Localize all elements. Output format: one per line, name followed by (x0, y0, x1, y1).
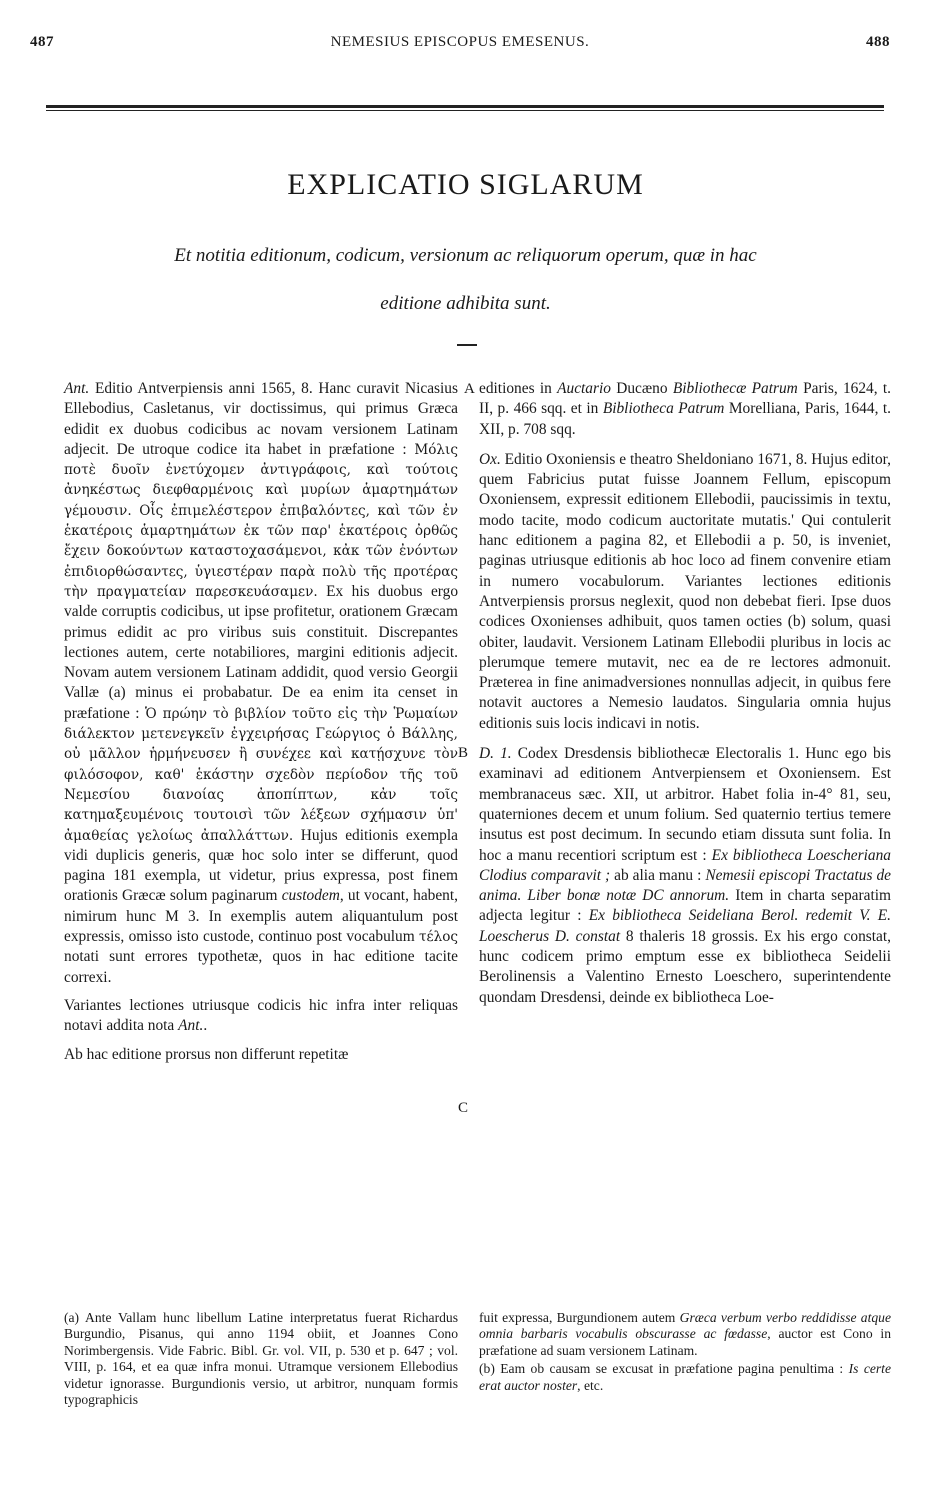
paragraph-repetitae (64, 1045, 458, 1065)
margin-marker-b: B (458, 745, 469, 761)
margin-marker-c: C (458, 1100, 469, 1116)
greek-quote-1: Μόλις ποτὲ δυοῖν ἐνετύχομεν ἀντιγράφοις, καὶ τούτοις ἀνηκέστως διεφθαρμένοις καὶ μυρίων ἁμαρτημάτων γέμουσιν. Οἷς ἐπιμελέστερον ἐπιβαλόντες, καὶ τῶν ἐν ἑκατέροις ἁμαρτημάτων ἐκ τῶν παρ' ἑκατέροις ὀρθῶς ἔχειν δοκούντων καταστοχασάμενοι, κἀκ τῶν ἐνόντων ἐπιδιορθώσαντες, ὑγιεστέραν παρὰ πολὺ τῆς προτέρας τὴν πραγματείαν παρεσκευάσαμεν. (64, 441, 458, 600)
paragraph-d1 (479, 744, 891, 1008)
right-column (479, 379, 891, 1008)
left-column (64, 379, 458, 1065)
text-span: Ducæno (610, 380, 673, 397)
text-italic: Bibliotheca Patrum (602, 400, 725, 418)
text-span: Hujus editionis exempla vidi duplicis generis, quæ hoc solo inter se differunt, quod pagina 181 exempla, ut videtur, prius expressa, post finem orationis Græcæ solum paginarum (64, 826, 458, 905)
sigil-ant: Ant. (64, 380, 90, 397)
text-italic: Ex bibliotheca Seideliana Berol. redemit V. E. Loescherus D. constat (479, 907, 891, 945)
sigil-ant: Ant. (178, 1017, 204, 1035)
header-rule-thick (46, 105, 884, 108)
text-span: Editio Antverpiensis anni 1565, 8. Hanc curavit Nicasius Ellebodius, Casletanus, vir doctissimus, qui primus Græca edidit ex duobus codicibus ac novam versionem Latinam adjecit. De utroque codice ita habet in præfatione : (64, 380, 458, 458)
text-italic: Nemesii episcopi Tractatus de anima. Liber bonæ notæ DC annorum. (479, 866, 891, 905)
paragraph-editiones (479, 379, 891, 440)
paragraph-variants: Variantes lectiones utriusque codicis hic infra inter reliquas notavi addita nota Ant.. (64, 996, 458, 1035)
text-span: ab alia manu : (610, 866, 706, 884)
sigil-ox: Ox. (479, 450, 501, 468)
sigil-d1: D. 1. (479, 745, 512, 763)
text-italic: Auctario (557, 380, 611, 397)
greek-quote-2: Ὁ πρώην τὸ βιβλίον τοῦτο εἰς τὴν Ῥωμαίων διάλεκτον μετενεγκεῖν ἐγχειρήσας Γεώργιος ὁ Βάλλης, οὐ μᾶλλον ἡρμήνευσεν ἢ συνέχεε καὶ κατῄσχυνε τὸν φιλόσοφον, καθ' ἑκάστην σχεδὸν περίοδον τῆς τοῦ Νεμεσίου διανοίας ἀποπίπτων, κἀν τοῖς κατημαξευμένοις τουτοισὶ τῶν λέξεων σχήμασιν ὑπ' ἀμαθείας γελοίως ἀπαλλάττων. (64, 705, 458, 844)
text-span: Ex his duobus ergo valde corruptis codicibus, ut ipse profitetur, orationem Græcam primus edidit ac pro viribus suis constituit. Discrepantes lectiones autem, certe notabiliores, margini editionis adjecit. Novam autem versionem Latinam addidit, quod versio Georgii Vallæ (a) minus ei probabatur. De ea enim ita censet in præfatione : (64, 582, 459, 722)
text-span: , ut vocant, habent, nimirum hunc M 3. In exemplis autem aliquantulum post expressis, omisso isto custode, continuo post vocabulum (64, 887, 459, 946)
running-header (30, 34, 890, 58)
text-span: Codex Dresdensis bibliothecæ Electoralis 1. Hunc ego bis examinavi ad editionem Antverpiensem et Oxoniensem. Est membranaceus sæc. XII, ut arbitror. Habet folia in-4° 81, seu, quaterniones decem et unum folium. Sed quaternio tertius temere insutus est post decimum. In secundo etiam dissuta sunt folia. In hoc a manu recentiori scriptum est : (479, 745, 892, 864)
paragraph-ox (479, 450, 891, 734)
text-italic: Græca verbum verbo reddidisse atque omnia barbaris vocabulis obscurasse ac fœdasse (479, 1310, 891, 1342)
footnote-left (64, 1310, 458, 1408)
text-span: Item in charta separatim adjecta legitur : (479, 887, 891, 925)
text-span: Ab hac editione prorsus non differunt repetitæ (64, 1045, 349, 1063)
text-span: editiones in (479, 380, 558, 397)
page-number-left: 487 (30, 34, 54, 50)
text-span: Paris, 1624, t. II, p. 466 sqq. et in (479, 380, 891, 418)
greek-word: τέλος (419, 929, 458, 946)
text-span: Variantes lectiones utriusque codicis hic infra inter reliquas notavi addita nota (64, 996, 458, 1035)
header-rule-thin (46, 110, 884, 111)
text-span: , auctor est Cono in præfatione ad suam versionem Latinam. (479, 1326, 891, 1358)
page-title: EXPLICATIO SIGLARUM (287, 168, 644, 201)
text-italic: custodem (281, 887, 340, 905)
footnote-right (479, 1310, 891, 1394)
text-italic: Bibliothecæ Patrum (672, 380, 798, 397)
text-italic: Ex bibliotheca Loescheriana Clodius comparavit ; (479, 846, 891, 884)
footnote-a-continued (479, 1310, 891, 1359)
running-title: NEMESIUS EPISCOPUS EMESENUS. (330, 34, 590, 50)
page-number-right: 488 (866, 34, 890, 50)
page-subtitle: Et notitia editionum, codicum, versionum ac reliquorum operum, quæ in hac editione adhibita sunt. (174, 245, 757, 314)
text-span: Morelliana, Paris, 1644, t. XII, p. 708 sqq. (479, 400, 892, 438)
text-span: 8 thaleris 18 grossis. Ex his ergo constat, hunc codicem primo emptum esse ex bibliotheca Seidelii Berolinensis a Valentino Ernesto Loeschero, superintendente quondam Dresdensi, deinde ex bibliotheca Loe- (479, 927, 891, 1006)
text-span: notati sunt errores typothetæ, quos in hac editione tacite correxi. (64, 948, 458, 986)
section-separator (457, 344, 477, 346)
text-span: Editio Oxoniensis e theatro Sheldoniano 1671, 8. Hujus editor, quem Fabricius putat fuisse Joannem Fellum, episcopum Oxoniensem, expressit editionem Ellebodii, paucissimis in textu, modo tacite, modo codicum auctoritate mutatis.' Qui contulerit hanc editionem a pagina 82, et Ellebodii a p. 50, is inveniet, paginas utriusque editionis ab hoc loco ad finem convenire etiam in numero vocabulorum. Variantes lectiones editionis Antverpiensis prorsus neglexit, quod non debebat fieri. Ipse duos codices Oxonienses adhibuit, quos tamen octies (b) solum, quasi obiter, laudavit. Versionem Latinam Ellebodii pluribus in locis ac plerumque temere mutavit, nec ea de re lectores admonuit. Præterea in fine animadversiones nonnullas adjecit, in quibus fere notavit auctores a Nemesio laudatos. Singularia omnia hujus editionis suis locis indicavi in notis. (479, 450, 891, 732)
text-span: (b) Eam ob causam se excusat in præfatione pagina penultima : (479, 1361, 849, 1377)
footnote-a: (a) Ante Vallam hunc libellum Latine interpretatus fuerat Richardus Burgundio, Pisanus, qui anno 1194 obiit, et Joannes Cono Norimbergensis. Vide Fabric. Bibl. Gr. vol. VII, p. 530 et p. 647 ; vol. VIII, p. 164, et ea quæ infra monui. Utramque versionem Ellebodius videtur ignorasse. Burgundionis versio, ut arbitror, nunquam formis typographicis (64, 1310, 458, 1408)
paragraph-ant (64, 379, 458, 988)
text-span: fuit expressa, Burgundionem autem (479, 1310, 680, 1325)
margin-marker-a: A (464, 381, 475, 397)
text-italic: Is certe erat auctor noster (479, 1361, 891, 1393)
text-span: , etc. (577, 1377, 604, 1393)
footnote-b (479, 1361, 891, 1394)
